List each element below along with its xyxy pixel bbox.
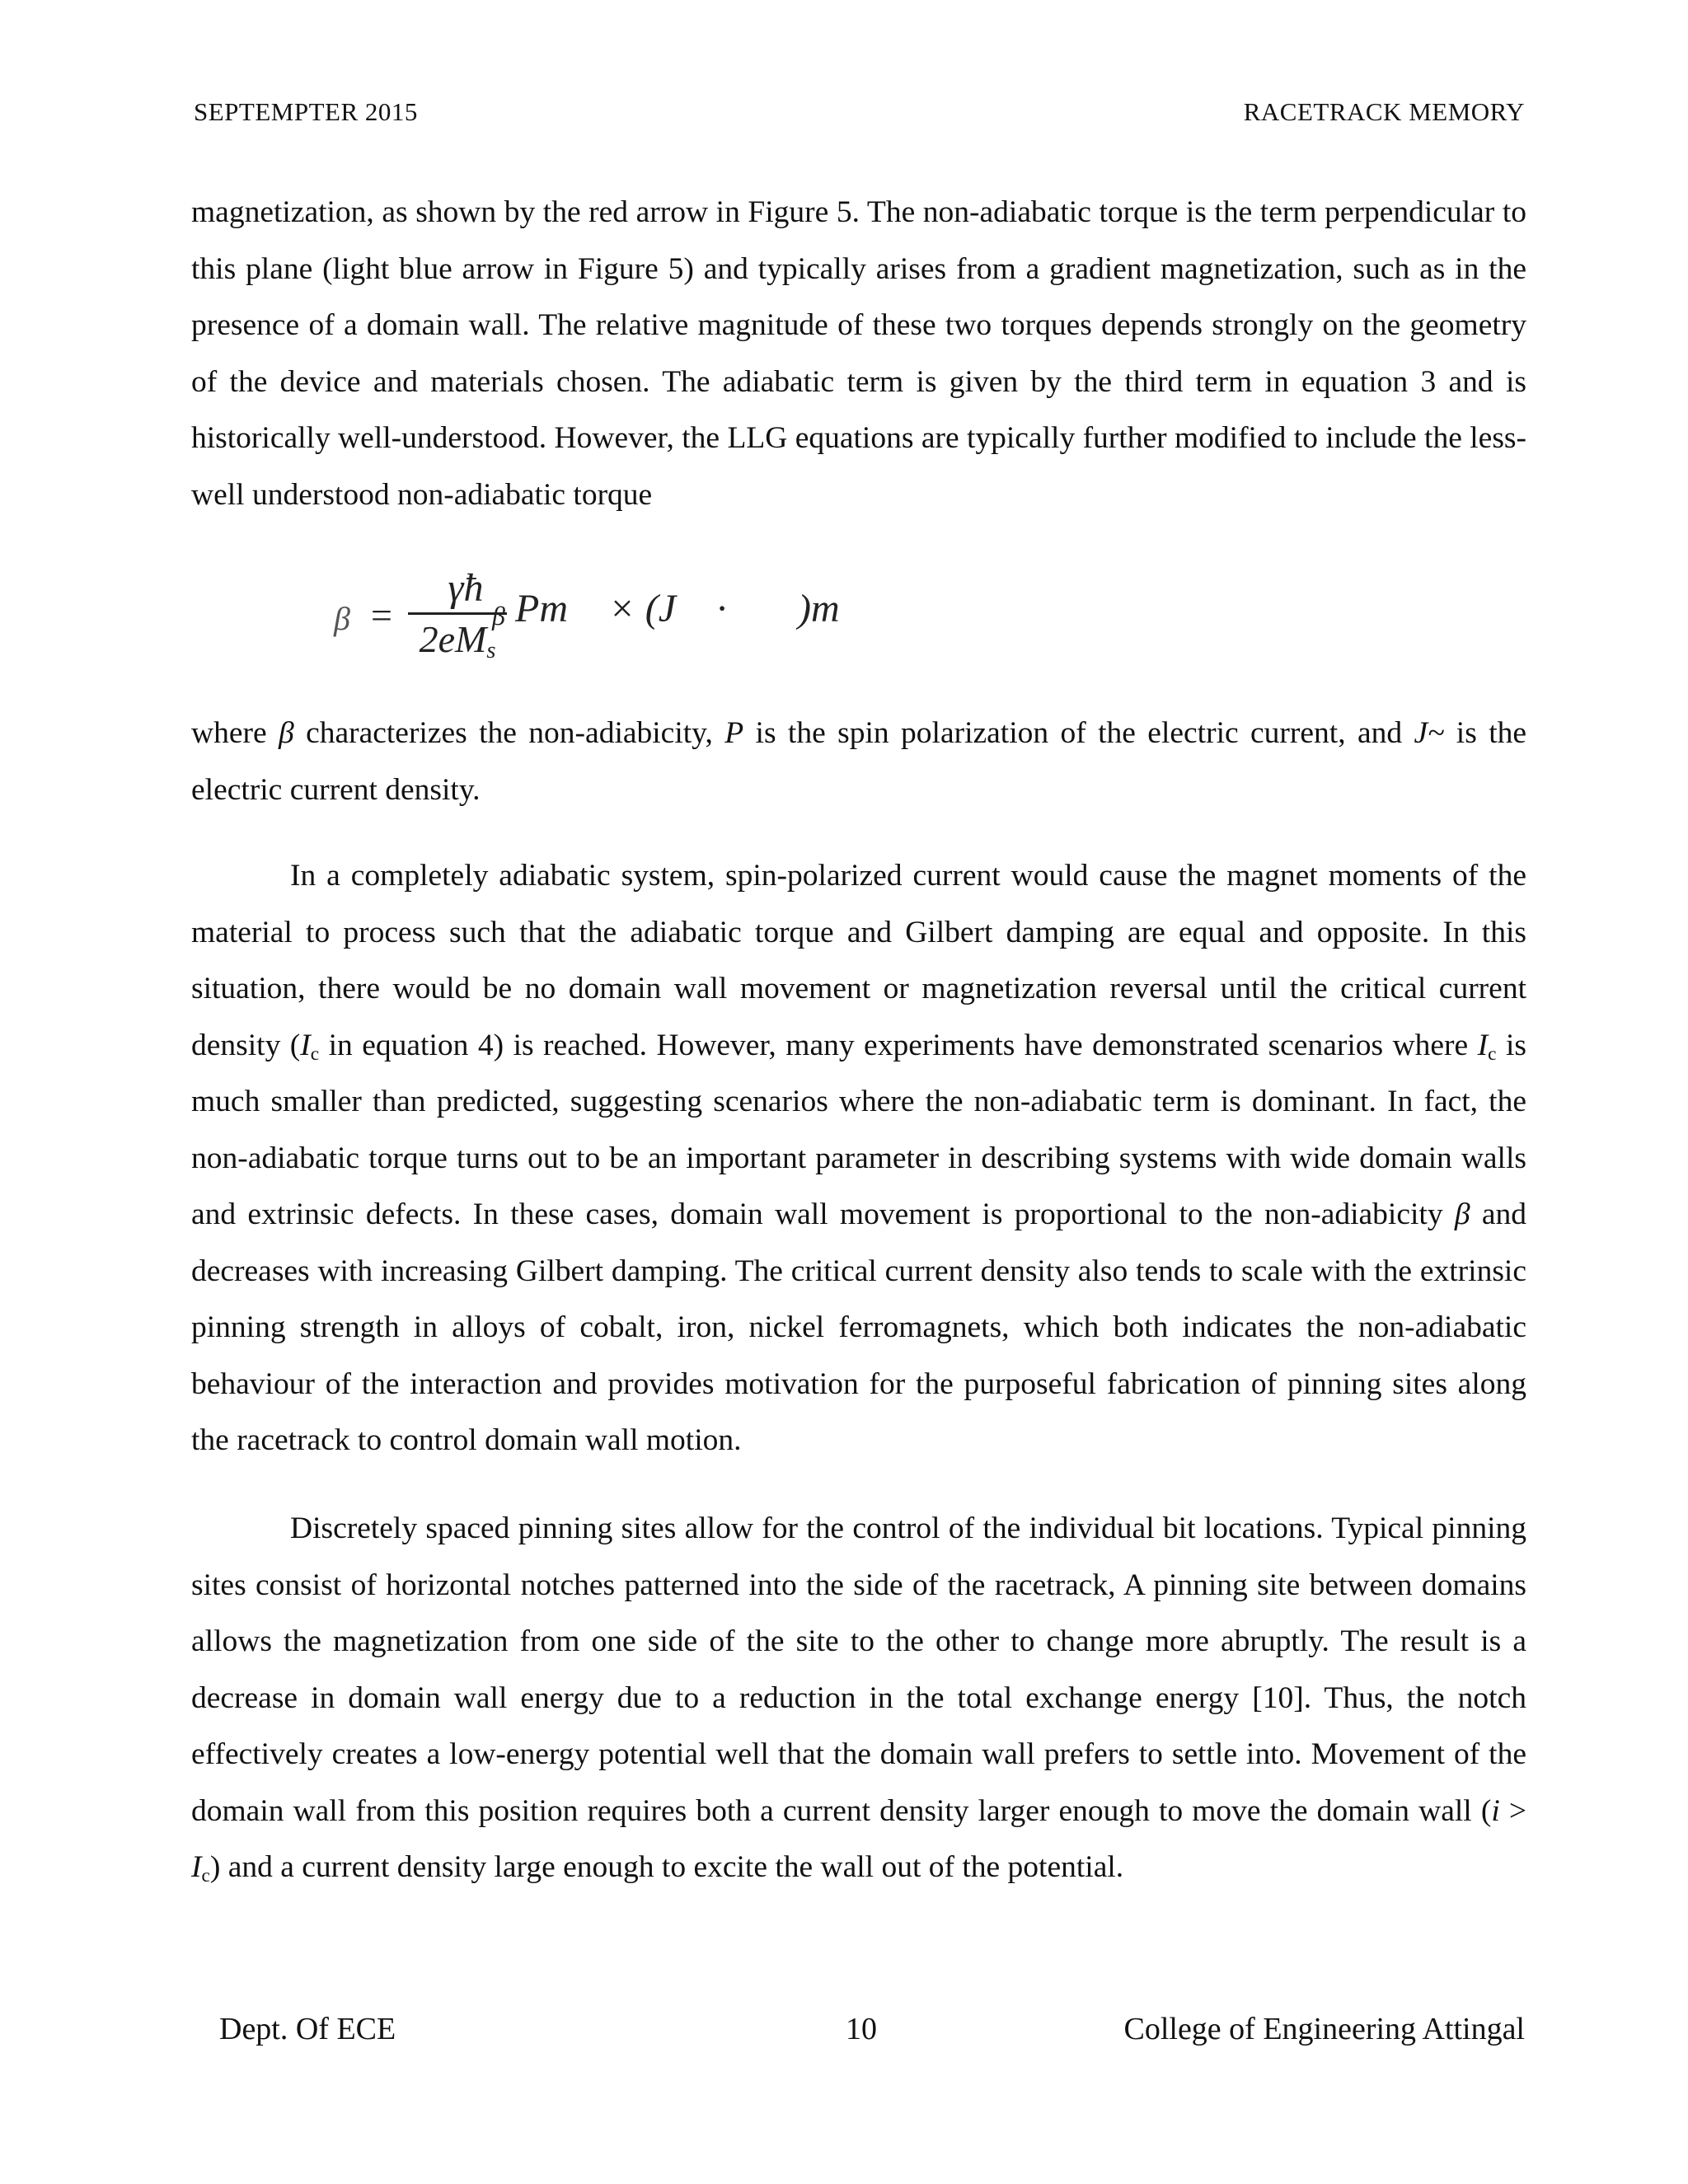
p3-text-4: and decreases with increasing Gilbert damping. The critical current density also tends to scale with the extrinsic pinning strength in alloys of cobalt, iron, nickel ferromagnets, which both indicates the non-adiabatic behaviour of the interaction and provides motivation for the purposeful fabrication of pinning sites along the racetrack to control domain wall motion.: [191, 1197, 1526, 1457]
p3-Ic-1-sub: c: [310, 1043, 320, 1065]
equation-beta: β: [492, 601, 505, 630]
p3-Ic-1: I: [300, 1028, 311, 1062]
footer-college: College of Engineering Attingal: [1123, 2012, 1525, 2046]
p4-gt: >: [1499, 1793, 1527, 1828]
p3-Ic-2: I: [1477, 1028, 1489, 1062]
equation-rhs: Pm⃗ × (J⃗ · ∇⃗)m⃗: [515, 587, 870, 630]
paragraph-4-text: [191, 1501, 1526, 1896]
p2-J: J~: [1414, 716, 1445, 750]
p2-text-2: characterizes the non-adiabicity,: [293, 716, 725, 750]
p2-text-1: where: [191, 716, 279, 750]
p3-text-1: In a completely adiabatic system, spin-polarized current would cause the magnet moments of the material to process such that the adiabatic torque and Gilbert damping are equal and opposite. In this situation, there would be no domain wall movement or magnetization reversal until the critical current density (: [191, 859, 1526, 1062]
p4-text-2: ) and a current density large enough to excite the wall out of the potential.: [209, 1850, 1124, 1884]
p3-beta: β: [1454, 1197, 1470, 1231]
running-header: [194, 97, 1525, 127]
p4-Ic-sub: c: [201, 1864, 210, 1886]
denominator-subscript: s: [486, 638, 496, 664]
p4-Ic: I: [191, 1850, 202, 1884]
p4-i: i: [1491, 1793, 1500, 1828]
paragraph-4: [191, 1501, 1526, 1896]
p2-beta: β: [279, 716, 294, 750]
paragraph-1: [191, 185, 1526, 523]
p2-text-4: is the electric current density.: [191, 716, 1527, 807]
denominator-text: 2eM: [419, 618, 487, 660]
paragraph-2: [191, 705, 1526, 818]
p3-text-2: in equation 4) is reached. However, many experiments have demonstrated scenarios where: [319, 1028, 1478, 1062]
equation-numerator: γħ: [448, 566, 484, 610]
p2-text-3: is the spin polarization of the electric current, and: [743, 716, 1414, 750]
paragraph-2-text: [191, 705, 1526, 818]
p3-text-3: is much smaller than predicted, suggesting scenarios where the non-adiabatic term is dominant. In fact, the non-adiabatic torque turns out to be an important parameter in describing systems with wide domain walls and extrinsic defects. In these cases, domain wall movement is proportional to the non-adiabicity: [191, 1028, 1526, 1231]
paragraph-3: [191, 848, 1526, 1469]
p4-text-1: Discretely spaced pinning sites allow for the control of the individual bit locations. Typical pinning sites consist of horizontal notches patterned into the side of the racetrack, A pinning site between domains allows the magnetization from one side of the site to the other to change more abruptly. The result is a decrease in domain wall energy due to a reduction in the total exchange energy [10]. Thus, the notch effectively creates a low-energy potential well that the domain wall prefers to settle into. Movement of the domain wall from this position requires both a current density larger enough to move the domain wall (: [191, 1511, 1526, 1828]
paragraph-1-text: magnetization, as shown by the red arrow in Figure 5. The non-adiabatic torque is the term perpendicular to this plane (light blue arrow in Figure 5) and typically arises from a gradient magnetization, such as in the presence of a domain wall. The relative magnitude of these two torques depends strongly on the geometry of the device and materials chosen. The adiabatic term is given by the third term in equation 3 and is historically well-understood. However, the LLG equations are typically further modified to include the less-well understood non-adiabatic torque: [191, 195, 1526, 512]
paragraph-3-text: [191, 848, 1526, 1469]
p3-Ic-2-sub: c: [1488, 1043, 1497, 1065]
page-number: 10: [846, 2012, 877, 2046]
equation-equals: =: [371, 594, 392, 636]
equation-non-adiabatic-torque: [330, 565, 870, 672]
equation-lhs: β: [334, 600, 350, 637]
p2-P: P: [724, 716, 744, 750]
header-date: SEPTEMPTER 2015: [194, 97, 418, 126]
header-title: RACETRACK MEMORY: [1243, 97, 1525, 126]
footer-department: Dept. Of ECE: [219, 2012, 396, 2046]
